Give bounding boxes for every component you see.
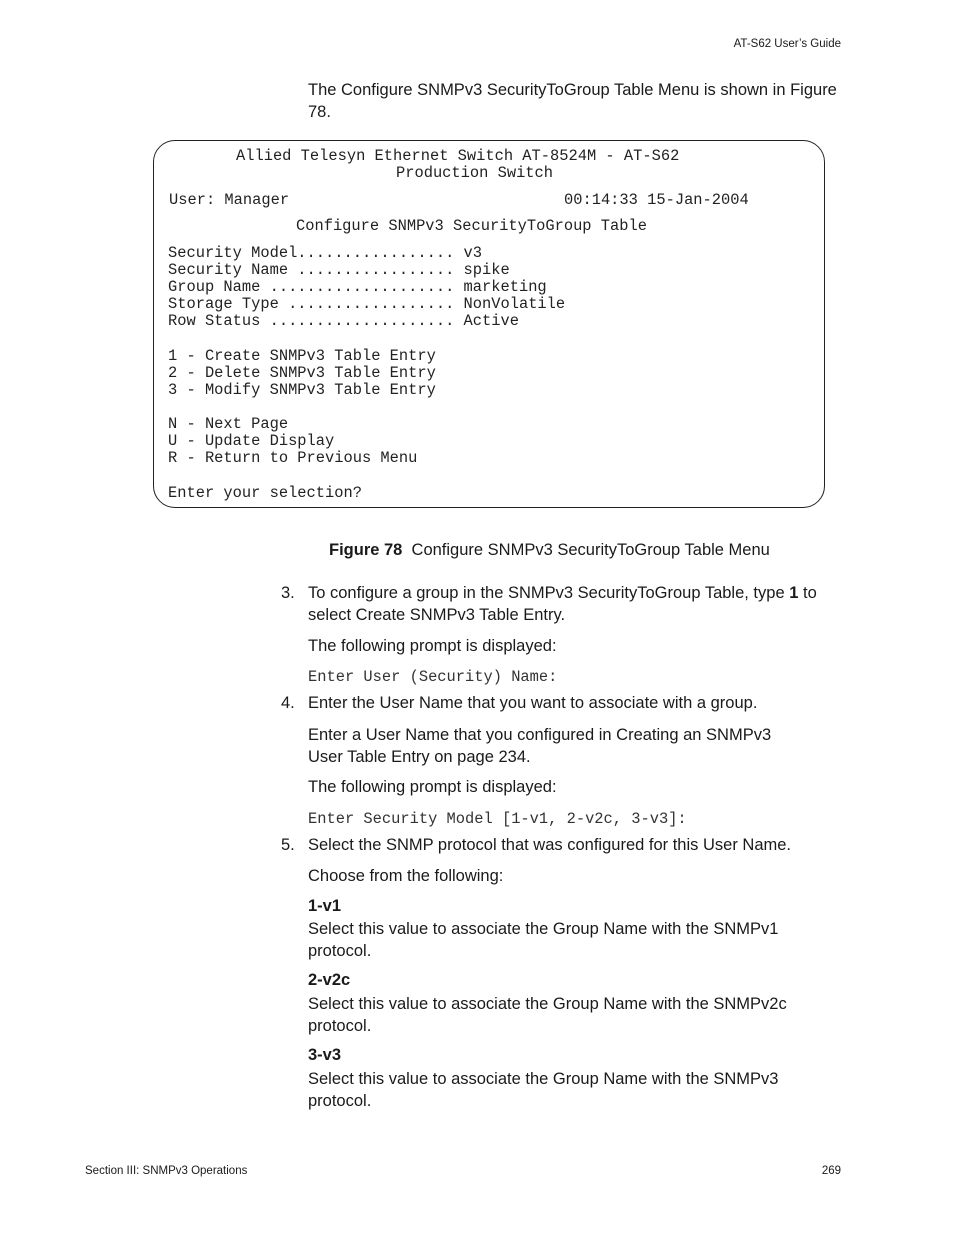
prompt-intro-1: The following prompt is displayed: xyxy=(308,637,557,655)
menu-option-delete[interactable]: 2 - Delete SNMPv3 Table Entry xyxy=(168,364,436,382)
enter-user-paragraph: Enter a User Name that you configured in Creating an SNMPv3 User Table Entry on page 234. xyxy=(308,726,772,766)
choice-v1-label: 1-v1 xyxy=(308,897,342,915)
step-number: 4. xyxy=(281,694,295,712)
step-text: Select the SNMP protocol that was configured for this User Name. xyxy=(308,836,791,854)
field-security-model: Security Model................. v3 xyxy=(168,244,483,262)
terminal-timestamp: 00:14:33 15-Jan-2004 xyxy=(564,191,749,209)
menu-option-update-display[interactable]: U - Update Display xyxy=(168,432,335,450)
field-group-name: Group Name .................... marketing xyxy=(168,278,547,296)
field-storage-type: Storage Type .................. NonVolatile xyxy=(168,295,566,313)
running-header: AT-S62 User’s Guide xyxy=(733,38,841,50)
terminal-prompt: Enter your selection? xyxy=(168,484,362,502)
menu-option-next-page[interactable]: N - Next Page xyxy=(168,415,289,433)
terminal-menu-title: Configure SNMPv3 SecurityToGroup Table xyxy=(296,217,647,235)
step-number: 5. xyxy=(281,836,295,854)
choice-v2c-label: 2-v2c xyxy=(308,971,351,989)
prompt-security-model: Enter Security Model [1-v1, 2-v2c, 3-v3]: xyxy=(308,810,687,828)
figure-caption xyxy=(329,541,770,560)
figure-caption-text: Configure SNMPv3 SecurityToGroup Table Menu xyxy=(411,541,770,559)
choice-v3-label: 3-v3 xyxy=(308,1046,342,1064)
figure-label: Figure 78 xyxy=(329,541,403,559)
field-row-status: Row Status .................... Active xyxy=(168,312,519,330)
step-text: To configure a group in the SNMPv3 SecurityToGroup Table, type 1 to select Create SNMPv3 Table Entry. xyxy=(308,584,817,624)
menu-option-modify[interactable]: 3 - Modify SNMPv3 Table Entry xyxy=(168,381,436,399)
choice-v1-desc: Select this value to associate the Group Name with the SNMPv1 protocol. xyxy=(308,920,779,960)
menu-option-create[interactable]: 1 - Create SNMPv3 Table Entry xyxy=(168,347,436,365)
terminal-screen xyxy=(153,140,825,508)
terminal-user: User: Manager xyxy=(169,191,290,209)
choose-paragraph: Choose from the following: xyxy=(308,867,504,885)
prompt-user-name: Enter User (Security) Name: xyxy=(308,668,558,686)
field-security-name: Security Name ................. spike xyxy=(168,261,510,279)
intro-paragraph: The Configure SNMPv3 SecurityToGroup Table Menu is shown in Figure 78. xyxy=(308,81,837,121)
footer-section: Section III: SNMPv3 Operations xyxy=(85,1165,248,1177)
choice-v2c-desc: Select this value to associate the Group Name with the SNMPv2c protocol. xyxy=(308,995,787,1035)
step-text: Enter the User Name that you want to associate with a group. xyxy=(308,694,758,712)
terminal-title: Allied Telesyn Ethernet Switch AT-8524M - AT-S62 xyxy=(236,147,680,165)
footer-page-number: 269 xyxy=(821,1165,841,1177)
prompt-intro-2: The following prompt is displayed: xyxy=(308,778,557,796)
step-number: 3. xyxy=(281,584,295,602)
choice-v3-desc: Select this value to associate the Group Name with the SNMPv3 protocol. xyxy=(308,1070,779,1110)
terminal-subtitle: Production Switch xyxy=(396,164,554,182)
menu-option-return[interactable]: R - Return to Previous Menu xyxy=(168,449,418,467)
